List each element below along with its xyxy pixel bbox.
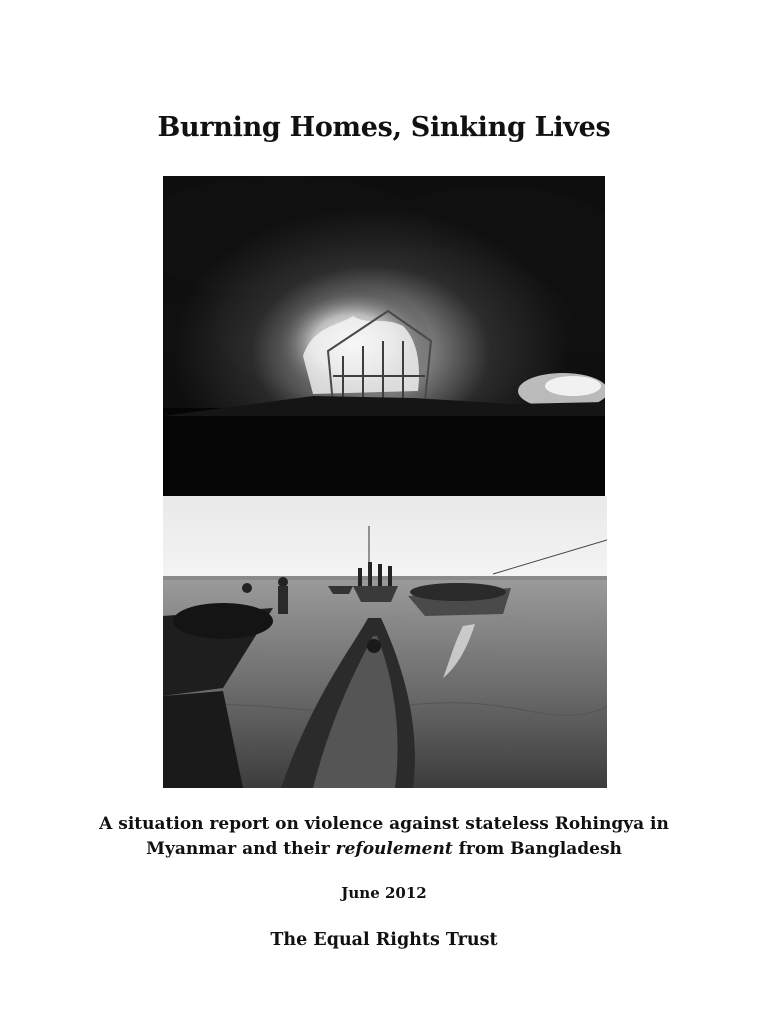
publisher-name: The Equal Rights Trust	[270, 930, 498, 950]
burning-house-photo	[163, 176, 605, 496]
report-subtitle	[60, 812, 708, 862]
subtitle-emphasis: refoulement	[335, 839, 453, 859]
publication-date: June 2012	[341, 884, 427, 902]
boats-on-water-photo	[163, 496, 607, 788]
page-title: Burning Homes, Sinking Lives	[157, 112, 611, 143]
subtitle-text-start: A situation report on violence against stateless Rohingya in Myanmar and their	[99, 814, 669, 859]
subtitle-text-end: from Bangladesh	[452, 839, 622, 859]
